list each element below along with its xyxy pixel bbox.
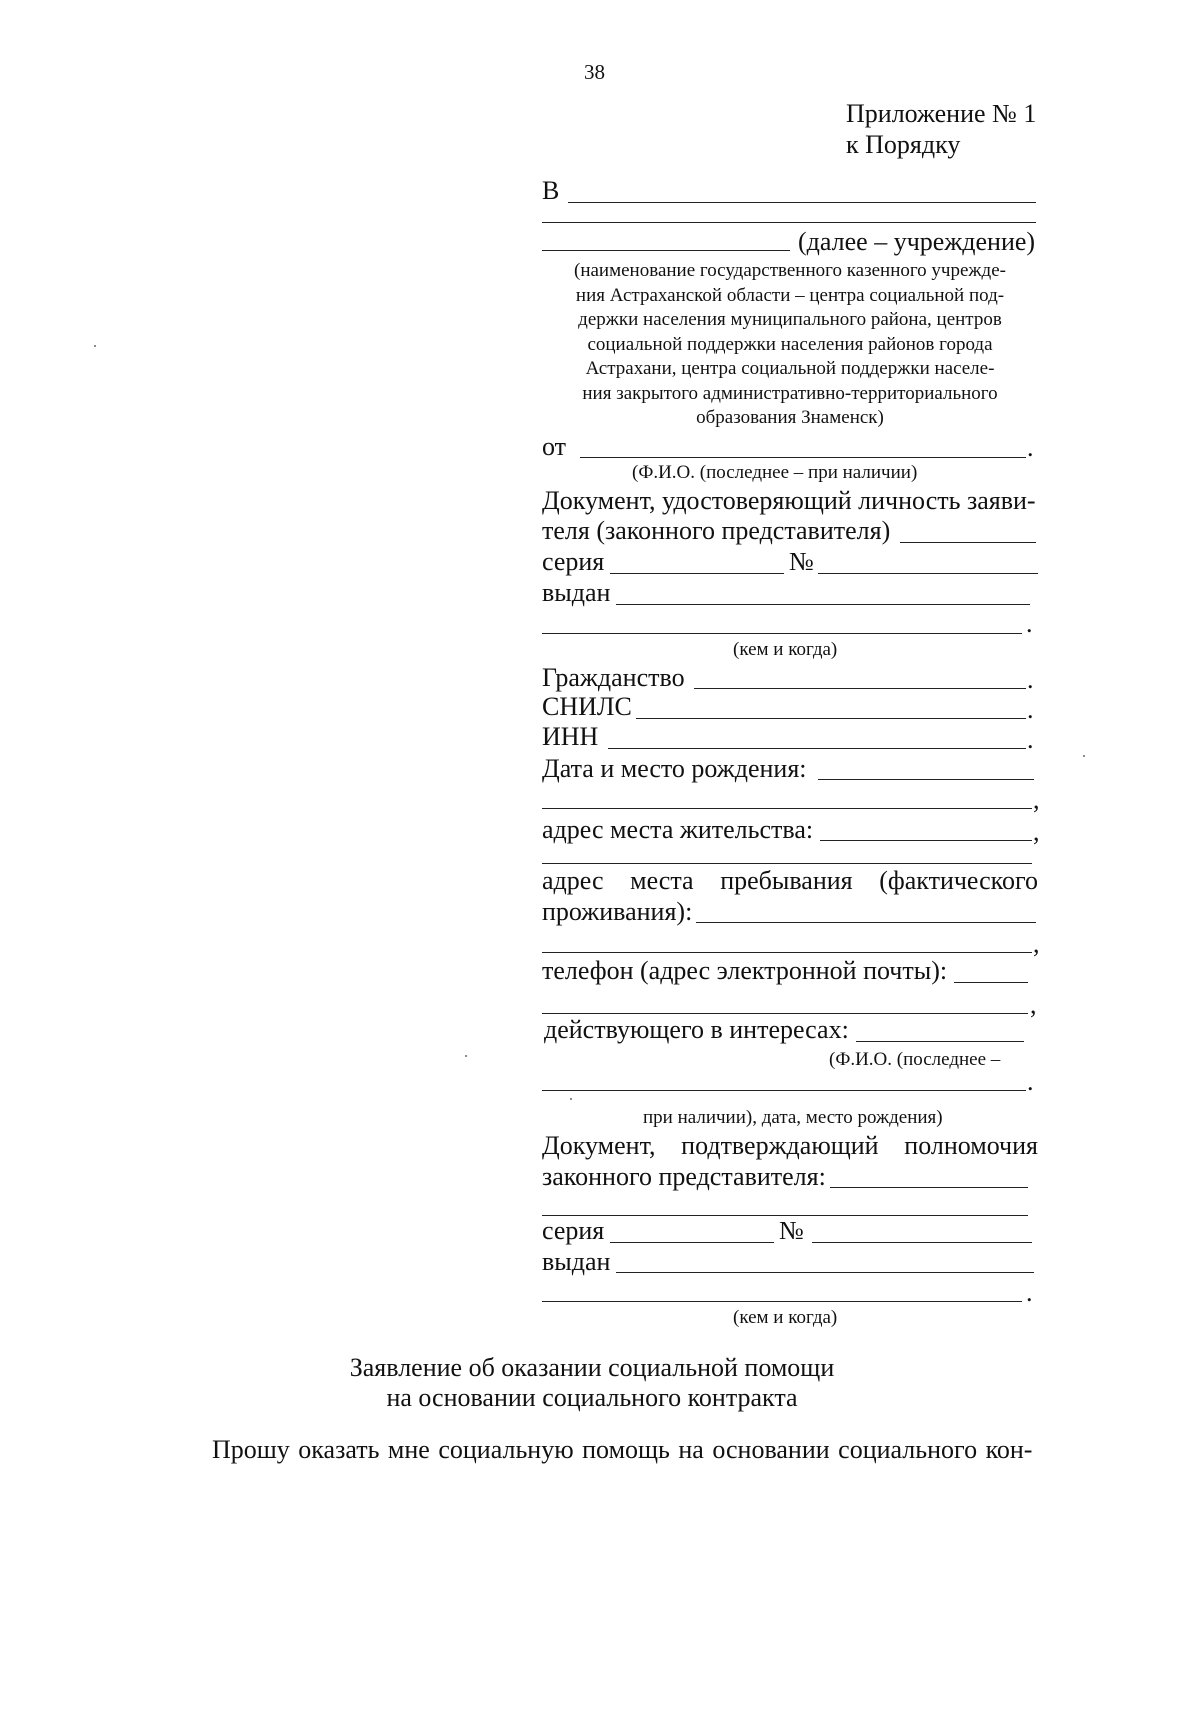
number-line[interactable] [818, 573, 1038, 574]
recipient-hint-line: образования Знаменск) [696, 407, 884, 428]
rep-issued-label: выдан [542, 1247, 611, 1276]
from-prefix: от [542, 432, 567, 461]
inn-label: ИНН [542, 722, 599, 751]
rep-doc-word: подтверждающий [681, 1131, 879, 1160]
from-period: . [1027, 433, 1034, 462]
scan-speck [465, 1055, 467, 1057]
issued-label: выдан [542, 578, 611, 607]
recipient-line-3[interactable] [542, 250, 790, 251]
number-label: № [789, 547, 814, 576]
scan-speck [1083, 755, 1085, 757]
issued-hint: (кем и когда) [733, 639, 838, 660]
acting-line-1[interactable] [856, 1041, 1024, 1042]
rep-doc-word: полномочия [904, 1131, 1038, 1160]
acting-hint-2: при наличии), дата, место рождения) [643, 1107, 943, 1128]
stay-word: пребывания [720, 866, 853, 895]
recipient-hint-line: ния Астраханской области – центра социальной под- [575, 284, 1005, 306]
appendix-subtitle: к Порядку [846, 130, 961, 159]
series-label: серия [542, 547, 605, 576]
application-title-line-1: Заявление об оказании социальной помощи [349, 1353, 835, 1382]
recipient-hint-line: Астрахани, центра социальной поддержки населе- [585, 358, 995, 379]
rep-doc-line-1 [542, 1133, 1038, 1159]
stay-line-1[interactable] [696, 922, 1036, 923]
citizenship-line[interactable] [694, 688, 1026, 689]
rep-series-label: серия [542, 1216, 605, 1245]
snils-line[interactable] [636, 718, 1026, 719]
rep-issued-line-2[interactable] [542, 1301, 1022, 1302]
fio-hint: (Ф.И.О. (последнее – при наличии) [632, 462, 918, 483]
residence-line-2[interactable] [542, 863, 1032, 864]
stay-label-line-2: проживания): [542, 897, 693, 926]
birth-comma: , [1033, 785, 1040, 814]
recipient-hint-line: держки населения муниципального района, центров [578, 309, 1002, 330]
recipient-line-1[interactable] [568, 202, 1036, 203]
scan-speck [570, 1098, 572, 1100]
rep-doc-word: Документ, [542, 1131, 656, 1160]
rep-doc-line-2: законного представителя: [542, 1162, 826, 1191]
from-name-line[interactable] [580, 457, 1026, 458]
inn-line[interactable] [608, 748, 1026, 749]
stay-line-2[interactable] [542, 952, 1032, 953]
snils-period: . [1027, 695, 1034, 724]
residence-label: адрес места жительства: [542, 815, 814, 844]
id-doc-line-1: Документ, удостоверяющий личность заяви- [542, 486, 1036, 515]
stay-word: (фактического [879, 866, 1038, 895]
stay-word: адрес [542, 866, 604, 895]
acting-hint-1: (Ф.И.О. (последнее – [829, 1049, 1001, 1070]
rep-issued-line-1[interactable] [616, 1272, 1034, 1273]
hereinafter-label: (далее – учреждение) [798, 227, 1036, 256]
residence-line-1[interactable] [820, 840, 1032, 841]
citizenship-period: . [1027, 665, 1034, 694]
series-line[interactable] [610, 573, 784, 574]
residence-comma: , [1033, 817, 1040, 846]
phone-comma: , [1030, 990, 1037, 1019]
stay-word: места [630, 866, 694, 895]
recipient-line-2[interactable] [542, 222, 1036, 223]
acting-line-2[interactable] [542, 1090, 1026, 1091]
rep-issued-period: . [1026, 1278, 1033, 1307]
scan-speck [94, 345, 96, 347]
citizenship-label: Гражданство [542, 663, 685, 692]
recipient-hint [540, 259, 1040, 431]
id-doc-line-2: теля (законного представителя) [542, 516, 891, 545]
rep-number-label: № [779, 1216, 804, 1245]
recipient-hint-line: ния закрытого административно-территориального [582, 382, 998, 404]
issued-line-1[interactable] [616, 604, 1030, 605]
stay-comma: , [1033, 929, 1040, 958]
rep-doc-line-a[interactable] [830, 1187, 1028, 1188]
application-title-line-2: на основании социального контракта [386, 1383, 798, 1412]
inn-period: . [1027, 725, 1034, 754]
birth-line-1[interactable] [818, 779, 1034, 780]
rep-number-line[interactable] [812, 1242, 1032, 1243]
birth-label: Дата и место рождения: [542, 754, 807, 783]
birth-line-2[interactable] [542, 808, 1032, 809]
phone-line-2[interactable] [542, 1013, 1028, 1014]
acting-label: действующего в интересах: [544, 1015, 849, 1044]
rep-series-line[interactable] [610, 1242, 774, 1243]
page-number: 38 [584, 60, 605, 84]
to-prefix: В [542, 176, 560, 205]
stay-label-line-1 [542, 868, 1038, 894]
id-doc-type-line[interactable] [900, 542, 1036, 543]
recipient-hint-line: (наименование государственного казенного учрежде- [574, 260, 1006, 281]
acting-period: . [1027, 1067, 1034, 1096]
phone-label: телефон (адрес электронной почты): [542, 956, 948, 985]
rep-issued-hint: (кем и когда) [733, 1307, 838, 1328]
appendix-title: Приложение № 1 [846, 99, 1037, 128]
issued-line-2[interactable] [542, 633, 1022, 634]
body-text: Прошу оказать мне социальную помощь на основании социального кон- [212, 1435, 1033, 1464]
recipient-hint-line: социальной поддержки населения районов города [587, 333, 993, 355]
issued-period: . [1026, 609, 1033, 638]
snils-label: СНИЛС [542, 692, 632, 721]
phone-line-1[interactable] [954, 982, 1028, 983]
